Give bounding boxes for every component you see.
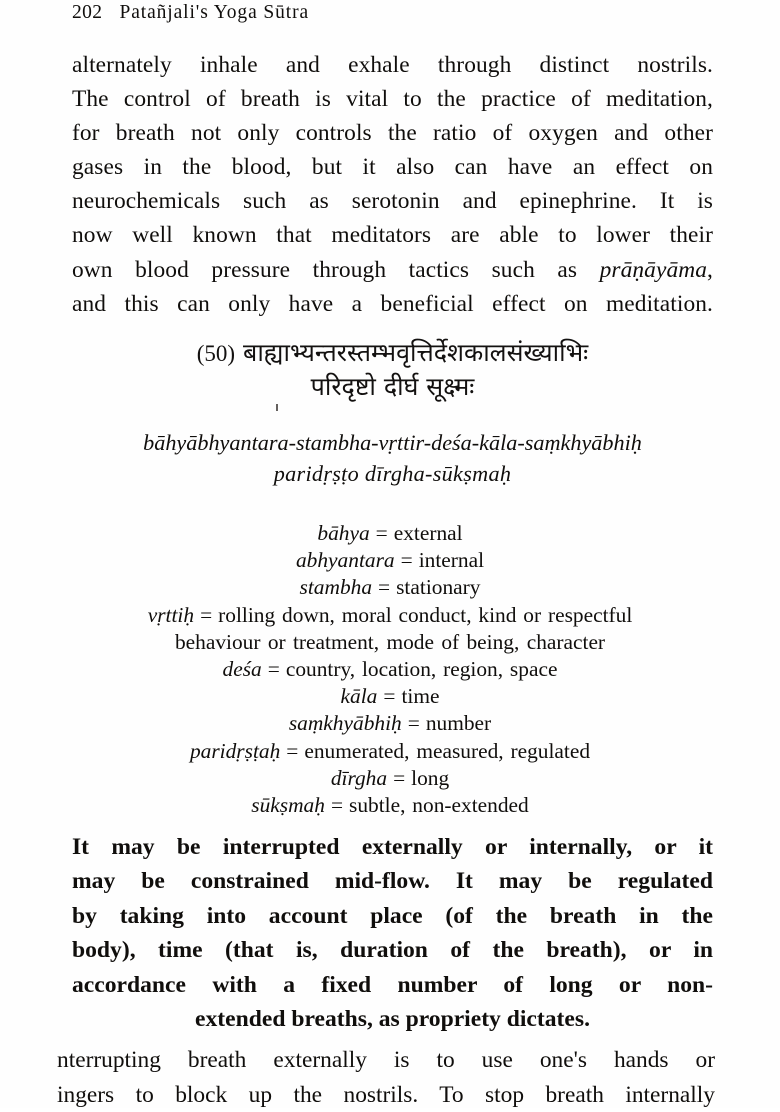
- glossary-entry-suksmah: [60, 792, 720, 819]
- bottom-line-2: ingers to block up the nostrils. To stop breath internally: [57, 1078, 715, 1112]
- glossary-term: dīrgha: [331, 766, 387, 790]
- book-title: Patañjali's Yoga Sūtra: [119, 2, 309, 23]
- glossary-term: deśa: [223, 657, 262, 681]
- glossary-term: vṛttiḥ: [148, 603, 194, 627]
- bottom-paragraph: [57, 1043, 715, 1112]
- sutra-devanagari: [72, 336, 713, 404]
- glossary-term: sūkṣmaḥ: [251, 793, 325, 817]
- bottom-line-1: nterrupting breath externally is to use one's hands or: [57, 1043, 715, 1078]
- glossary-equals: =: [401, 548, 413, 572]
- glossary-definition: external: [394, 521, 463, 545]
- running-head: [72, 2, 712, 24]
- glossary-equals: =: [331, 793, 343, 817]
- body-line-7: [72, 253, 713, 287]
- glossary-entry-kala: [60, 683, 720, 710]
- glossary-definition: internal: [419, 548, 484, 572]
- glossary-definition: time: [401, 684, 439, 708]
- glossary-equals: =: [268, 657, 280, 681]
- sutra-number: (50): [197, 341, 235, 366]
- translation-line-4: body), time (that is, duration of the breath), or in: [72, 933, 713, 967]
- translation-line-6: extended breaths, as propriety dictates.: [72, 1002, 713, 1036]
- body-line-4: gases in the blood, but it also can have an effect on: [72, 150, 713, 184]
- glossary-term: stambha: [300, 575, 373, 599]
- glossary-definition: enumerated, measured, regulated: [304, 739, 590, 763]
- translation-line-1: It may be interrupted externally or internally, or it: [72, 830, 713, 864]
- glossary-definition: subtle, non-extended: [349, 793, 529, 817]
- glossary-equals: =: [286, 739, 298, 763]
- scan-speck: [276, 404, 278, 411]
- body-line-2: The control of breath is vital to the practice of meditation,: [72, 82, 713, 116]
- glossary-equals: =: [408, 711, 420, 735]
- glossary-entry-abhyantara: [60, 547, 720, 574]
- body-line-1: alternately inhale and exhale through distinct nostrils.: [72, 48, 713, 82]
- body-line-5: neurochemicals such as serotonin and epinephrine. It is: [72, 184, 713, 218]
- sutra-transliteration: [72, 427, 713, 489]
- glossary-definition: rolling down, moral conduct, kind or respectful: [218, 603, 632, 627]
- glossary-entry-bahya: [60, 520, 720, 547]
- glossary-term: paridṛṣṭaḥ: [190, 739, 280, 763]
- glossary-entry-desa: [60, 656, 720, 683]
- glossary-equals: =: [378, 575, 390, 599]
- glossary-entry-samkhyabhih: [60, 710, 720, 737]
- glossary-list: [60, 520, 720, 819]
- glossary-equals: =: [200, 603, 212, 627]
- glossary-equals: =: [383, 684, 395, 708]
- glossary-equals: =: [376, 521, 388, 545]
- body-line-7-suffix: ,: [707, 257, 713, 283]
- glossary-definition: number: [426, 711, 491, 735]
- sutra-translation: [72, 830, 713, 1036]
- glossary-term: kāla: [341, 684, 378, 708]
- glossary-term: saṃkhyābhiḥ: [289, 711, 402, 735]
- glossary-definition: stationary: [396, 575, 480, 599]
- sutra-devanagari-line-2: परिदृष्टो दीर्घ सूक्ष्मः: [72, 370, 713, 404]
- glossary-entry-dirgha: [60, 765, 720, 792]
- transliteration-line-1: bāhyābhyantara-stambha-vṛttir-deśa-kāla-saṃkhyābhiḥ: [72, 427, 713, 458]
- translation-line-5: accordance with a fixed number of long or non-: [72, 968, 713, 1002]
- body-line-8: and this can only have a beneficial effect on meditation.: [72, 287, 713, 321]
- glossary-term: bāhya: [317, 521, 369, 545]
- page-folio-number: 202: [72, 2, 102, 23]
- translation-line-2: may be constrained mid-flow. It may be regulated: [72, 864, 713, 898]
- glossary-entry-stambha: [60, 574, 720, 601]
- glossary-definition: country, location, region, space: [286, 657, 558, 681]
- transliteration-line-2: paridṛṣṭo dīrgha-sūkṣmaḥ: [72, 458, 713, 489]
- body-line-7-prefix: own blood pressure through tactics such as: [72, 257, 600, 283]
- sutra-devanagari-line-1: [72, 336, 713, 370]
- glossary-entry-vrttih: [60, 602, 720, 629]
- glossary-equals: =: [393, 766, 405, 790]
- body-line-3: for breath not only controls the ratio of oxygen and other: [72, 116, 713, 150]
- glossary-definition-continuation: behaviour or treatment, mode of being, character: [60, 629, 720, 656]
- body-line-6: now well known that meditators are able to lower their: [72, 218, 713, 252]
- glossary-term: abhyantara: [296, 548, 395, 572]
- glossary-entry-paridrstah: [60, 738, 720, 765]
- translation-line-3: by taking into account place (of the breath in the: [72, 899, 713, 933]
- pranayama-italic-term: prāṇāyāma: [600, 257, 707, 283]
- sutra-devanagari-text-1: बाह्याभ्यन्तरस्तम्भवृत्तिर्देशकालसंख्याभिः: [243, 338, 588, 367]
- body-paragraph: [72, 48, 713, 321]
- glossary-definition: long: [411, 766, 449, 790]
